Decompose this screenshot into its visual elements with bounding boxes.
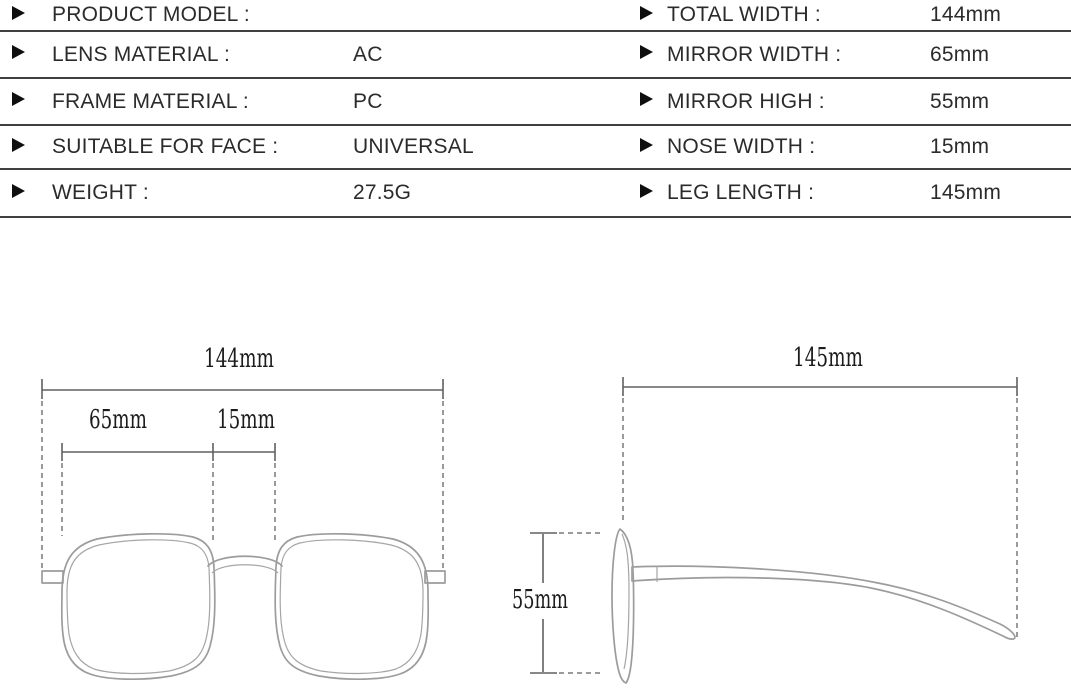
right-lens-outer-outline <box>275 534 428 679</box>
left-lens-inner-outline <box>67 540 210 674</box>
bullet-cell <box>0 184 52 203</box>
triangle-bullet-icon <box>640 184 653 198</box>
spec-value: 15mm <box>930 135 990 158</box>
spec-label: TOTAL WIDTH : <box>667 3 821 26</box>
glasses-dimension-diagram <box>0 330 1071 684</box>
bullet-cell <box>622 45 667 64</box>
spec-row-frame-material <box>0 79 1071 126</box>
left-temple-stub <box>42 571 63 583</box>
spec-value: 145mm <box>930 181 1002 204</box>
spec-label: MIRROR WIDTH : <box>667 42 842 66</box>
bullet-cell <box>0 92 52 111</box>
spec-label: WEIGHT : <box>52 181 149 204</box>
bullet-cell <box>622 184 667 203</box>
temple-arm-outline <box>632 566 1015 639</box>
dimension-diagram-svg <box>0 330 1071 684</box>
triangle-bullet-icon <box>640 92 653 106</box>
spec-value: UNIVERSAL <box>353 135 474 158</box>
triangle-bullet-icon <box>12 92 25 106</box>
spec-table <box>0 0 1071 218</box>
bullet-cell <box>0 45 52 64</box>
spec-value: AC <box>353 42 383 66</box>
spec-label: FRAME MATERIAL : <box>52 89 249 113</box>
temple-length-label: 145mm <box>793 343 863 373</box>
side-lens-profile-outline <box>612 529 634 683</box>
triangle-bullet-icon <box>12 6 25 20</box>
spec-value: PC <box>353 89 383 113</box>
bullet-cell <box>622 138 667 157</box>
nose-width-label: 15mm <box>217 405 275 435</box>
spec-label: NOSE WIDTH : <box>667 135 816 158</box>
right-lens-inner-outline <box>280 540 423 674</box>
lens-width-label: 65mm <box>89 405 147 435</box>
spec-value: 27.5G <box>353 181 412 204</box>
lens-height-label: 55mm <box>512 585 568 615</box>
side-view-diagram <box>512 343 1017 683</box>
triangle-bullet-icon <box>640 6 653 20</box>
spec-value: 144mm <box>930 3 1002 26</box>
spec-row-suitable-face <box>0 126 1071 170</box>
left-lens-outer-outline <box>62 534 215 679</box>
triangle-bullet-icon <box>12 184 25 198</box>
total-width-label: 144mm <box>204 344 274 374</box>
triangle-bullet-icon <box>12 138 25 152</box>
front-view-diagram <box>42 344 445 679</box>
side-lens-inner-line <box>622 534 629 669</box>
triangle-bullet-icon <box>640 138 653 152</box>
spec-label: LEG LENGTH : <box>667 181 815 204</box>
spec-label: PRODUCT MODEL : <box>52 3 250 26</box>
bullet-cell <box>0 138 52 157</box>
spec-value: 55mm <box>930 89 990 113</box>
spec-row-lens-material <box>0 32 1071 79</box>
triangle-bullet-icon <box>12 45 25 59</box>
spec-row-weight <box>0 170 1071 218</box>
spec-label: LENS MATERIAL : <box>52 42 231 66</box>
bridge-bottom-line <box>212 565 278 573</box>
bullet-cell <box>0 6 52 25</box>
spec-value: 65mm <box>930 42 990 66</box>
bullet-cell <box>622 92 667 111</box>
spec-label: SUITABLE FOR FACE : <box>52 135 279 158</box>
spec-label: MIRROR HIGH : <box>667 89 825 113</box>
bullet-cell <box>622 6 667 25</box>
triangle-bullet-icon <box>640 45 653 59</box>
spec-row-product-model <box>0 0 1071 32</box>
